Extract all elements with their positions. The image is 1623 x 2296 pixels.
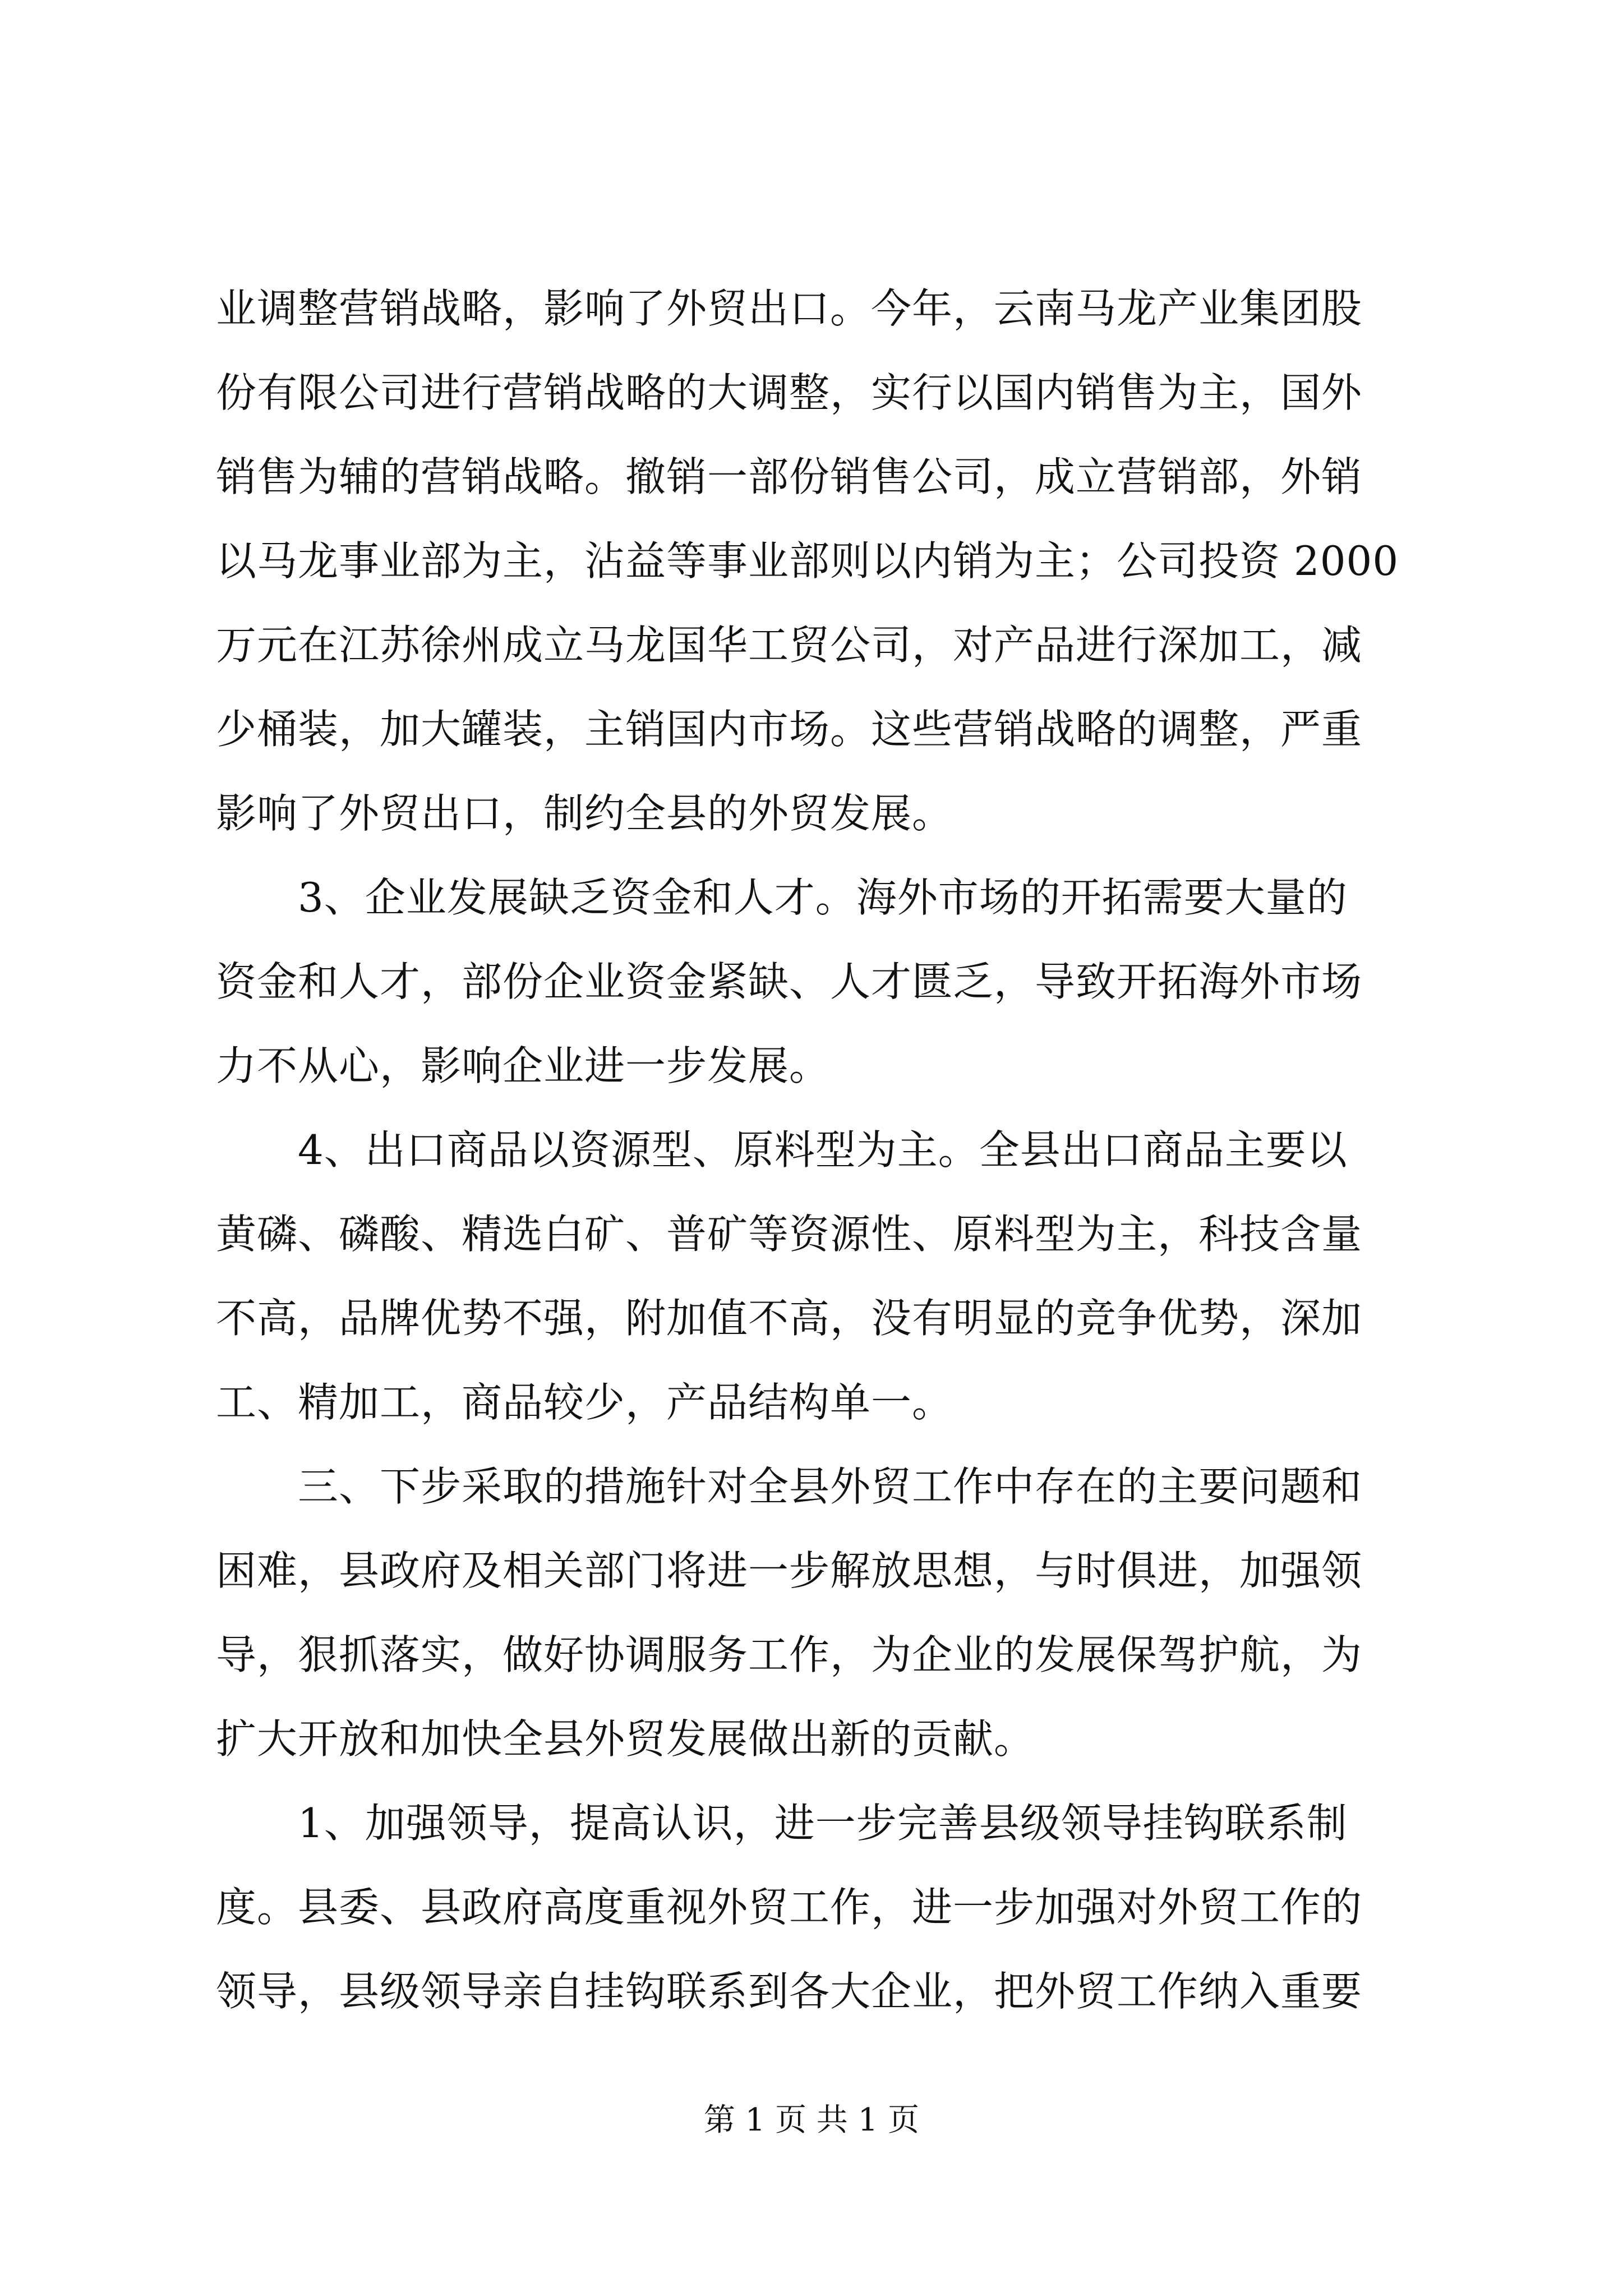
text-line: 以马龙事业部为主，沾益等事业部则以内销为主；公司投资 2000 xyxy=(216,537,1399,585)
text-line: 度。县委、县政府高度重视外贸工作，进一步加强对外贸工作的 xyxy=(216,1884,1363,1931)
text-line: 三、下步采取的措施针对全县外贸工作中存在的主要问题和 xyxy=(216,1463,1363,1510)
text-line: 1、加强领导，提高认识，进一步完善县级领导挂钩联系制 xyxy=(216,1800,1348,1847)
document-body xyxy=(216,266,1416,2033)
text-line: 影响了外贸出口，制约全县的外贸发展。 xyxy=(216,790,953,837)
text-line: 导，狠抓落实，做好协调服务工作，为企业的发展保驾护航，为 xyxy=(216,1631,1363,1678)
text-line: 不高，品牌优势不强，附加值不高，没有明显的竞争优势，深加 xyxy=(216,1295,1363,1342)
text-line: 4、出口商品以资源型、原料型为主。全县出口商品主要以 xyxy=(216,1126,1348,1174)
text-line: 3、企业发展缺乏资金和人才。海外市场的开拓需要大量的 xyxy=(216,874,1348,921)
page-footer: 第 1 页 共 1 页 xyxy=(703,2102,920,2138)
text-line: 少桶装，加大罐装，主销国内市场。这些营销战略的调整，严重 xyxy=(216,706,1363,753)
text-line: 黄磷、磷酸、精选白矿、普矿等资源性、原料型为主，科技含量 xyxy=(216,1211,1363,1258)
text-line: 工、精加工，商品较少，产品结构单一。 xyxy=(216,1379,953,1426)
text-line: 领导，县级领导亲自挂钩联系到各大企业，把外贸工作纳入重要 xyxy=(216,1968,1363,2015)
text-line: 份有限公司进行营销战略的大调整，实行以国内销售为主，国外 xyxy=(216,369,1363,416)
text-line: 力不从心，影响企业进一步发展。 xyxy=(216,1042,831,1089)
text-line: 扩大开放和加快全县外贸发展做出新的贡献。 xyxy=(216,1715,1035,1763)
text-line: 万元在江苏徐州成立马龙国华工贸公司，对产品进行深加工，减 xyxy=(216,622,1363,669)
text-line: 资金和人才，部份企业资金紧缺、人才匮乏，导致开拓海外市场 xyxy=(216,958,1363,1005)
text-line: 困难，县政府及相关部门将进一步解放思想，与时俱进，加强领 xyxy=(216,1547,1363,1594)
text-line: 销售为辅的营销战略。撤销一部份销售公司，成立营销部，外销 xyxy=(216,453,1363,500)
text-line: 业调整营销战略，影响了外贸出口。今年，云南马龙产业集团股 xyxy=(216,285,1363,332)
